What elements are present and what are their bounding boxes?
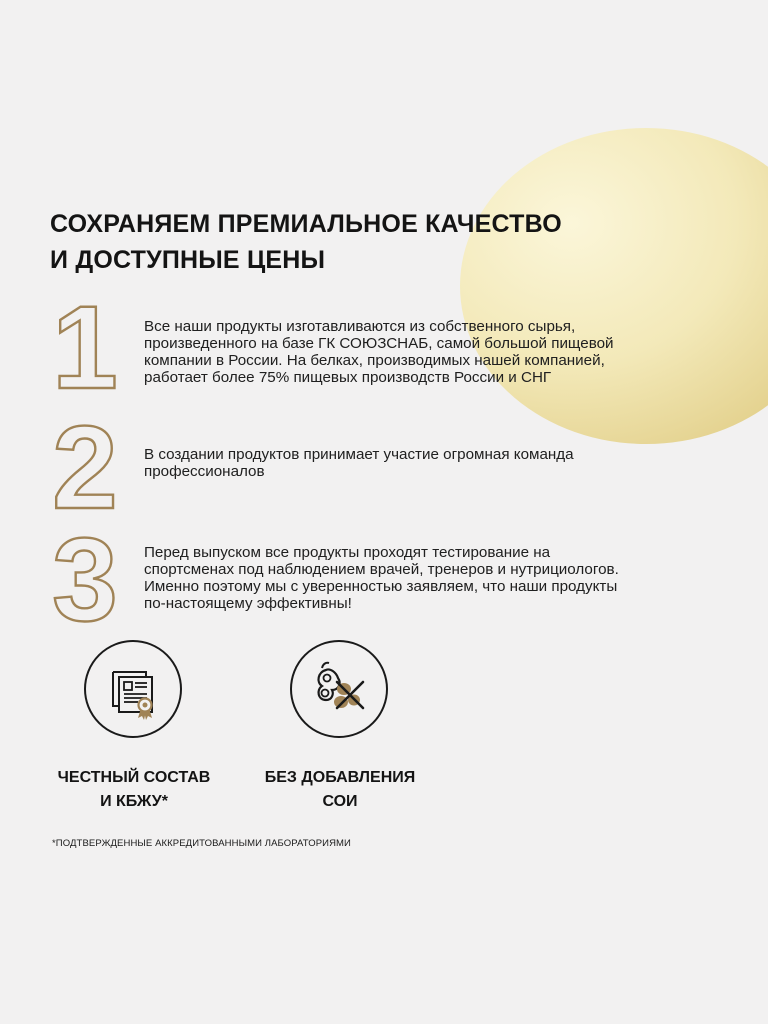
point-1-line-1: Все наши продукты изготавливаются из собственного сырья,: [144, 318, 576, 335]
number-three-outline: [40, 528, 130, 624]
svg-text:2: 2: [52, 416, 118, 512]
point-2-line-1: В создании продуктов принимает участие огромная команда: [144, 446, 574, 463]
point-3-line-3: Именно поэтому мы с уверенностью заявляем, что наши продукты: [144, 578, 618, 595]
point-1-line-3: компании в России. На белках, производимых нашей компанией,: [144, 352, 605, 369]
point-1-line-2: произведенного на базе ГК СОЮЗСНАБ, самой большой пищевой: [144, 335, 614, 352]
point-3-text: [144, 544, 704, 612]
number-two-outline: [40, 416, 130, 512]
page-title-line-1: СОХРАНЯЕМ ПРЕМИАЛЬНОЕ КАЧЕСТВО: [50, 210, 562, 238]
decorative-glow-circle: [460, 128, 768, 444]
feature-2-line-2: СОИ: [322, 793, 358, 810]
feature-no-soy: [240, 766, 440, 814]
point-1-text: [144, 318, 704, 386]
feature-honest-composition: [34, 766, 234, 814]
no-soy-icon: [290, 640, 388, 738]
svg-text:1: 1: [52, 296, 118, 392]
number-one-outline: [40, 296, 130, 392]
page-title-line-2: И ДОСТУПНЫЕ ЦЕНЫ: [50, 246, 326, 274]
svg-text:3: 3: [52, 528, 118, 624]
certificate-icon: [84, 640, 182, 738]
feature-2-line-1: БЕЗ ДОБАВЛЕНИЯ: [264, 769, 416, 786]
point-2-text: [144, 446, 704, 480]
feature-1-line-2: И КБЖУ*: [100, 793, 168, 810]
footnote: *ПОДТВЕРЖДЕННЫЕ АККРЕДИТОВАННЫМИ ЛАБОРАТОРИЯМИ: [52, 838, 351, 849]
point-3-line-1: Перед выпуском все продукты проходят тестирование на: [144, 544, 551, 561]
point-2-line-2: профессионалов: [144, 463, 265, 480]
point-3-line-4: по-настоящему эффективны!: [144, 595, 352, 612]
point-3-line-2: спортсменах под наблюдением врачей, тренеров и нутрициологов.: [144, 561, 619, 578]
point-1-line-4: работает более 75% пищевых производств России и СНГ: [144, 369, 552, 386]
page-title: [50, 206, 562, 278]
feature-1-line-1: ЧЕСТНЫЙ СОСТАВ: [57, 769, 211, 786]
